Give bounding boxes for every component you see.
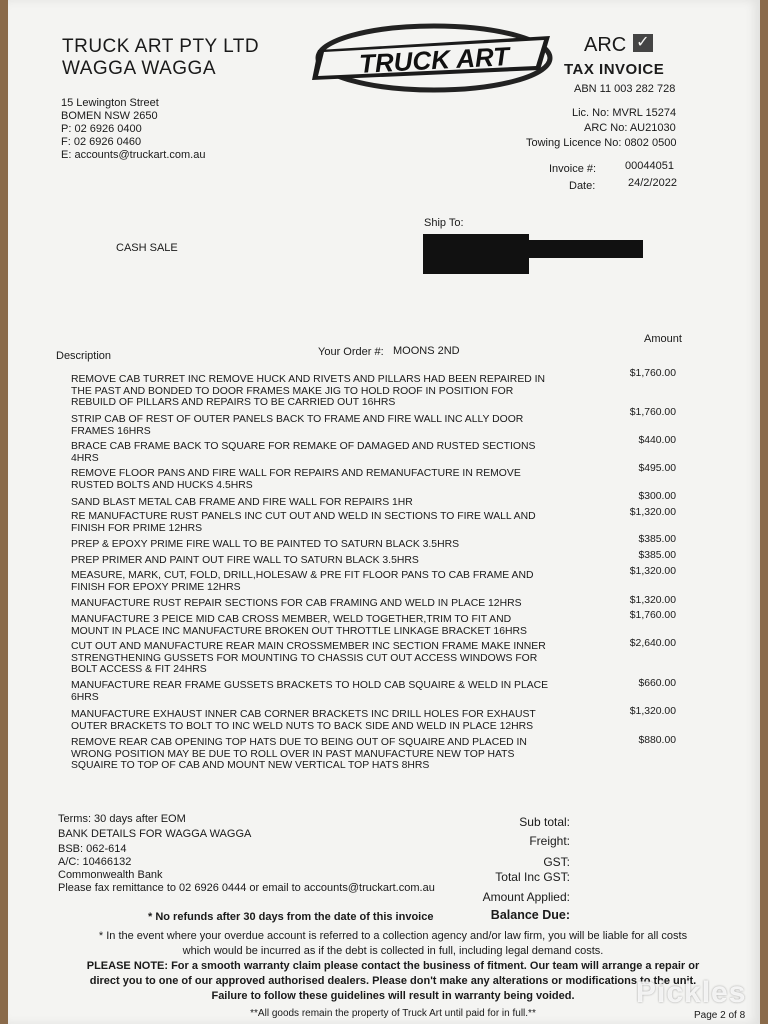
arc-number: ARC No: AU21030 <box>584 122 676 134</box>
redaction-block <box>523 240 643 258</box>
line-item-description: MANUFACTURE REAR FRAME GUSSETS BRACKETS TO HOLD CAB SQUAIRE & WELD IN PLACE 6HRS <box>71 680 549 703</box>
bank-details-title: BANK DETAILS FOR WAGGA WAGGA <box>58 828 252 840</box>
line-item-description: MEASURE, MARK, CUT, FOLD, DRILL,HOLESAW & PRE FIT FLOOR PANS TO CAB FRAME AND FINISH FOR EPOXY PRIME 12HRS <box>71 570 534 593</box>
bill-to: CASH SALE <box>116 242 178 254</box>
property-note: **All goods remain the property of Truck Art until paid for in full.** <box>250 1008 536 1019</box>
line-item-amount: $1,760.00 <box>629 407 676 418</box>
pickles-watermark: Pickles <box>636 976 747 1009</box>
towing-licence: Towing Licence No: 0802 0500 <box>526 137 677 149</box>
payment-terms: Terms: 30 days after EOM <box>58 813 186 825</box>
line-item-amount: $1,760.00 <box>629 610 676 621</box>
address-street: 15 Lewington Street <box>61 97 159 109</box>
line-item-amount: $495.00 <box>638 463 676 474</box>
balance-due-label: Balance Due: <box>490 908 570 922</box>
order-label: Your Order #: <box>318 346 384 358</box>
invoice-number-label: Invoice #: <box>549 163 597 175</box>
ship-to-label: Ship To: <box>424 217 464 229</box>
bank-name: Commonwealth Bank <box>58 869 163 881</box>
licence-number: Lic. No: MVRL 15274 <box>572 107 677 119</box>
line-item-amount: $2,640.00 <box>629 638 676 649</box>
bsb: BSB: 062-614 <box>58 843 127 855</box>
invoice-date: 24/2/2022 <box>628 177 677 189</box>
company-name: TRUCK ART PTY LTD <box>62 36 260 57</box>
total-inc-gst-label: Total Inc GST: <box>495 870 570 884</box>
line-item-description: RE MANUFACTURE RUST PANELS INC CUT OUT AND WELD IN SECTIONS TO FIRE WALL AND FINISH FOR PRIME 12HRS <box>71 511 536 534</box>
document-title: TAX INVOICE <box>564 61 665 78</box>
amount-header: Amount <box>644 333 682 345</box>
redaction-block <box>423 234 529 274</box>
invoice-page <box>8 0 760 1024</box>
line-item-description: PREP PRIMER AND PAINT OUT FIRE WALL TO SATURN BLACK 3.5HRS <box>71 555 419 566</box>
collection-note-line2: which would be incurred as if the debt is collected in full, including legal demand costs. <box>182 945 604 957</box>
abn: ABN 11 003 282 728 <box>574 83 676 95</box>
line-item-amount: $1,760.00 <box>629 368 676 379</box>
account-number: A/C: 10466132 <box>58 856 132 868</box>
warranty-note-line3: Failure to follow these guidelines will result in warranty being voided. <box>211 990 575 1002</box>
line-item-amount: $440.00 <box>638 435 676 446</box>
amount-applied-label: Amount Applied: <box>482 890 570 904</box>
subtotal-label: Sub total: <box>519 815 570 829</box>
line-item-description: SAND BLAST METAL CAB FRAME AND FIRE WALL FOR REPAIRS 1HR <box>71 497 413 508</box>
arc-logo <box>584 34 653 57</box>
email: E: accounts@truckart.com.au <box>61 149 206 161</box>
line-item-amount: $385.00 <box>638 550 676 561</box>
line-item-amount: $880.00 <box>638 735 676 746</box>
line-item-description: MANUFACTURE RUST REPAIR SECTIONS FOR CAB FRAMING AND WELD IN PLACE 12HRS <box>71 598 522 609</box>
line-item-amount: $300.00 <box>638 491 676 502</box>
truck-art-logo <box>308 22 560 94</box>
warranty-note-line2: direct you to one of our approved authorised dealers. Please don't make any alterations or modifications to the unit. <box>89 975 697 987</box>
order-number: MOONS 2ND <box>393 345 460 357</box>
logo-text: TRUCK ART <box>358 41 510 79</box>
line-item-description: PREP & EPOXY PRIME FIRE WALL TO BE PAINTED TO SATURN BLACK 3.5HRS <box>71 539 460 550</box>
gst-label: GST: <box>543 855 570 869</box>
line-item-description: REMOVE FLOOR PANS AND FIRE WALL FOR REPAIRS AND REMANUFACTURE IN REMOVE RUSTED BOLTS AND HUCKS 4.5HRS <box>71 468 521 491</box>
collection-note-line1: * In the event where your overdue account is referred to a collection agency and/or law firm, you will be liable for all costs <box>98 930 688 942</box>
arc-logo-text: ARC <box>584 34 627 56</box>
line-item-description: CUT OUT AND MANUFACTURE REAR MAIN CROSSMEMBER INC SECTION FRAME MAKE INNER STRENGTHENING GUSSETS FOR MOUNTING TO CHASSIS CUT OUT ACCESS WINDOWS FOR BOLT ACCESS & FIT 24HRS <box>71 641 546 675</box>
line-item-amount: $385.00 <box>638 534 676 545</box>
line-item-amount: $1,320.00 <box>629 595 676 606</box>
warranty-note-line1: PLEASE NOTE: For a smooth warranty claim please contact the business of fitment. Our team will arrange a repair or <box>86 960 700 972</box>
no-refunds-note: * No refunds after 30 days from the date of this invoice <box>148 911 434 923</box>
description-header: Description <box>56 350 112 362</box>
invoice-number: 00044051 <box>625 160 674 172</box>
line-item-amount: $660.00 <box>638 678 676 689</box>
phone: P: 02 6926 0400 <box>61 123 142 135</box>
line-item-description: STRIP CAB OF REST OF OUTER PANELS BACK TO FRAME AND FIRE WALL INC ALLY DOOR FRAMES 16HRS <box>71 414 524 437</box>
freight-label: Freight: <box>529 834 570 848</box>
address-city: BOMEN NSW 2650 <box>61 110 158 122</box>
remittance-instructions: Please fax remittance to 02 6926 0444 or email to accounts@truckart.com.au <box>58 882 435 894</box>
company-location: WAGGA WAGGA <box>62 58 216 79</box>
line-item-amount: $1,320.00 <box>629 566 676 577</box>
checkmark-icon: ✓ <box>633 34 653 52</box>
line-item-amount: $1,320.00 <box>629 507 676 518</box>
line-item-description: MANUFACTURE EXHAUST INNER CAB CORNER BRACKETS INC DRILL HOLES FOR EXHAUST OUTER BRACKETS TO BOLT TO INC WELD NUTS TO BACK SIDE AND WELD IN PLACE 12HRS <box>71 709 536 732</box>
date-label: Date: <box>569 180 596 192</box>
page-number: Page 2 of 8 <box>694 1010 746 1021</box>
line-item-amount: $1,320.00 <box>629 706 676 717</box>
line-item-description: MANUFACTURE 3 PEICE MID CAB CROSS MEMBER, WELD TOGETHER,TRIM TO FIT AND MOUNT IN PLACE INC MANUFACTURE BROKEN OUT THROTTLE LINKAGE BRACKET 16HRS <box>71 614 527 637</box>
line-item-description: REMOVE REAR CAB OPENING TOP HATS DUE TO BEING OUT OF SQUAIRE AND PLACED IN WRONG POSITION MAY BE DUE TO ROLL OVER IN PAST MANUFACTURE NEW TOP HATS SQUAIRE TO TOP OF CAB AND MOUNT NEW VERTICAL TOP HATS 8HRS <box>71 737 527 771</box>
redaction-block <box>523 256 527 270</box>
line-item-description: REMOVE CAB TURRET INC REMOVE HUCK AND RIVETS AND PILLARS HAD BEEN REPAIRED IN THE PAST AND BONDED TO DOOR FRAMES MAKE JIG TO HOLD ROOF IN POSITION FOR REBUILD OF PILLARS AND REPAIRS TO BE CARRIED OUT 16HRS <box>71 374 546 408</box>
line-item-description: BRACE CAB FRAME BACK TO SQUARE FOR REMAKE OF DAMAGED AND RUSTED SECTIONS 4HRS <box>71 441 536 464</box>
fax: F: 02 6926 0460 <box>61 136 142 148</box>
